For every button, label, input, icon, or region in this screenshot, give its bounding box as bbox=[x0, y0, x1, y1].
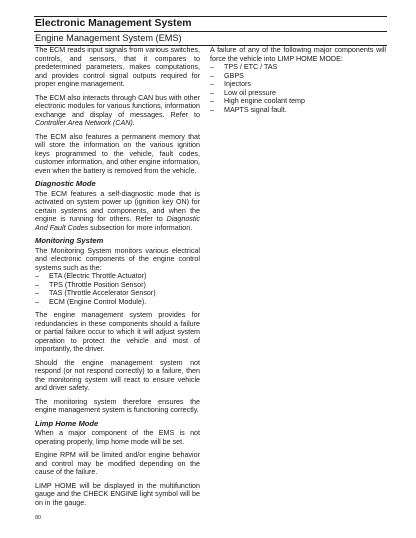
paragraph-redundancy: The engine management system provides for redundancies in these components should a failure or partial failure occur to which it will adjust system operation to protect the vehicle and most of importantly, the driver. bbox=[35, 311, 200, 353]
paragraph-ecm-memory: The ECM also features a permanent memory that will store the information on the various ignition keys programmed to the vehicle, fault codes, customer information, and other engine information, even when the battery is removed from the vehicle. bbox=[35, 132, 200, 175]
list-item: – ECM (Engine Control Module). bbox=[35, 297, 147, 306]
text-segment: The ECM also interacts through CAN bus with other electronic modules for various functions, information exchange and display of messages. Refer to bbox=[35, 93, 200, 119]
list-item-text: High engine coolant temp bbox=[224, 97, 305, 105]
monitoring-list bbox=[35, 272, 200, 306]
section-title-monitoring: Monitoring System bbox=[35, 236, 104, 245]
paragraph-monitoring-intro: The Monitoring System monitors various electrical and electronic components of the engine control systems such as the: bbox=[35, 246, 200, 272]
paragraph-ensure: The monitoring system therefore ensures the engine management system is functioning correctly. bbox=[35, 397, 200, 414]
section-title-limp-home: Limp Home Mode bbox=[35, 418, 99, 428]
list-item-text: TPS / ETC / TAS bbox=[224, 63, 278, 71]
page-subtitle: Engine Management System (EMS) bbox=[35, 33, 182, 43]
list-item: – TAS (Throttle Accelerator Sensor) bbox=[35, 289, 156, 297]
list-item: – GBPS bbox=[210, 71, 244, 80]
reference-can: Controller Area Network (CAN) bbox=[35, 119, 133, 127]
paragraph-limp-3: LIMP HOME will be displayed in the multifunction gauge and the CHECK ENGINE light symbol will be on in the gauge. bbox=[35, 481, 200, 507]
list-item-text: Low oil pressure bbox=[224, 88, 276, 97]
list-item: – Injectors bbox=[210, 80, 251, 88]
right-column bbox=[210, 46, 386, 119]
list-item-text: GBPS bbox=[224, 71, 244, 80]
left-column bbox=[35, 46, 200, 512]
paragraph-limp-2: Engine RPM will be limited and/or engine behavior and control may be modified depending on the cause of the failure. bbox=[35, 451, 200, 476]
text-segment: The ECM features a self-diagnostic mode that is activated on system power up (ignition key ON) for certain systems and components, and when the engine is running for others. Refer to bbox=[35, 189, 200, 223]
list-item-text: Injectors bbox=[224, 80, 251, 88]
paragraph-limp-trigger: A failure of any of the following major components will force the vehicle into LIMP HOME MODE: bbox=[210, 46, 386, 63]
page-header bbox=[34, 15, 387, 46]
page-title: Electronic Management System bbox=[35, 18, 192, 29]
list-item: – ETA (Electric Throttle Actuator) bbox=[35, 272, 147, 280]
paragraph-limp-1: When a major component of the EMS is not operating properly, limp home mode will be set. bbox=[35, 429, 200, 446]
list-item: – Low oil pressure bbox=[210, 88, 276, 97]
reference-diagnostic: Diagnostic And Fault Codes bbox=[35, 215, 200, 232]
paragraph-ecm-can bbox=[35, 94, 200, 128]
paragraph-diagnostic bbox=[35, 190, 200, 233]
list-item: – TPS / ETC / TAS bbox=[210, 63, 278, 71]
list-item-text: ECM (Engine Control Module). bbox=[49, 297, 147, 306]
list-item-text: TPS (Throttle Position Sensor) bbox=[49, 280, 146, 289]
text-segment: subsection for more information. bbox=[88, 223, 193, 232]
page-number: 80 bbox=[35, 515, 42, 521]
list-item-text: ETA (Electric Throttle Actuator) bbox=[49, 272, 147, 280]
paragraph-ecm-inputs: The ECM reads input signals from various switches, controls, and sensors, that it compares to predetermined parameters, makes computations, and provides control signal outputs required for proper engine management. bbox=[35, 46, 200, 88]
list-item: – TPS (Throttle Position Sensor) bbox=[35, 280, 146, 289]
text-segment: . bbox=[132, 119, 135, 127]
list-item: – High engine coolant temp bbox=[210, 97, 305, 105]
list-item-text: MAPTS signal fault. bbox=[224, 105, 287, 114]
limp-trigger-list bbox=[210, 63, 386, 114]
section-title-diagnostic: Diagnostic Mode bbox=[35, 179, 96, 188]
list-item: – MAPTS signal fault. bbox=[210, 105, 287, 114]
paragraph-respond: Should the engine management system not respond (or not respond correctly) to a failure, then the monitoring system will react to ensure vehicle and driver safety. bbox=[35, 358, 200, 392]
list-item-text: TAS (Throttle Accelerator Sensor) bbox=[49, 289, 156, 297]
